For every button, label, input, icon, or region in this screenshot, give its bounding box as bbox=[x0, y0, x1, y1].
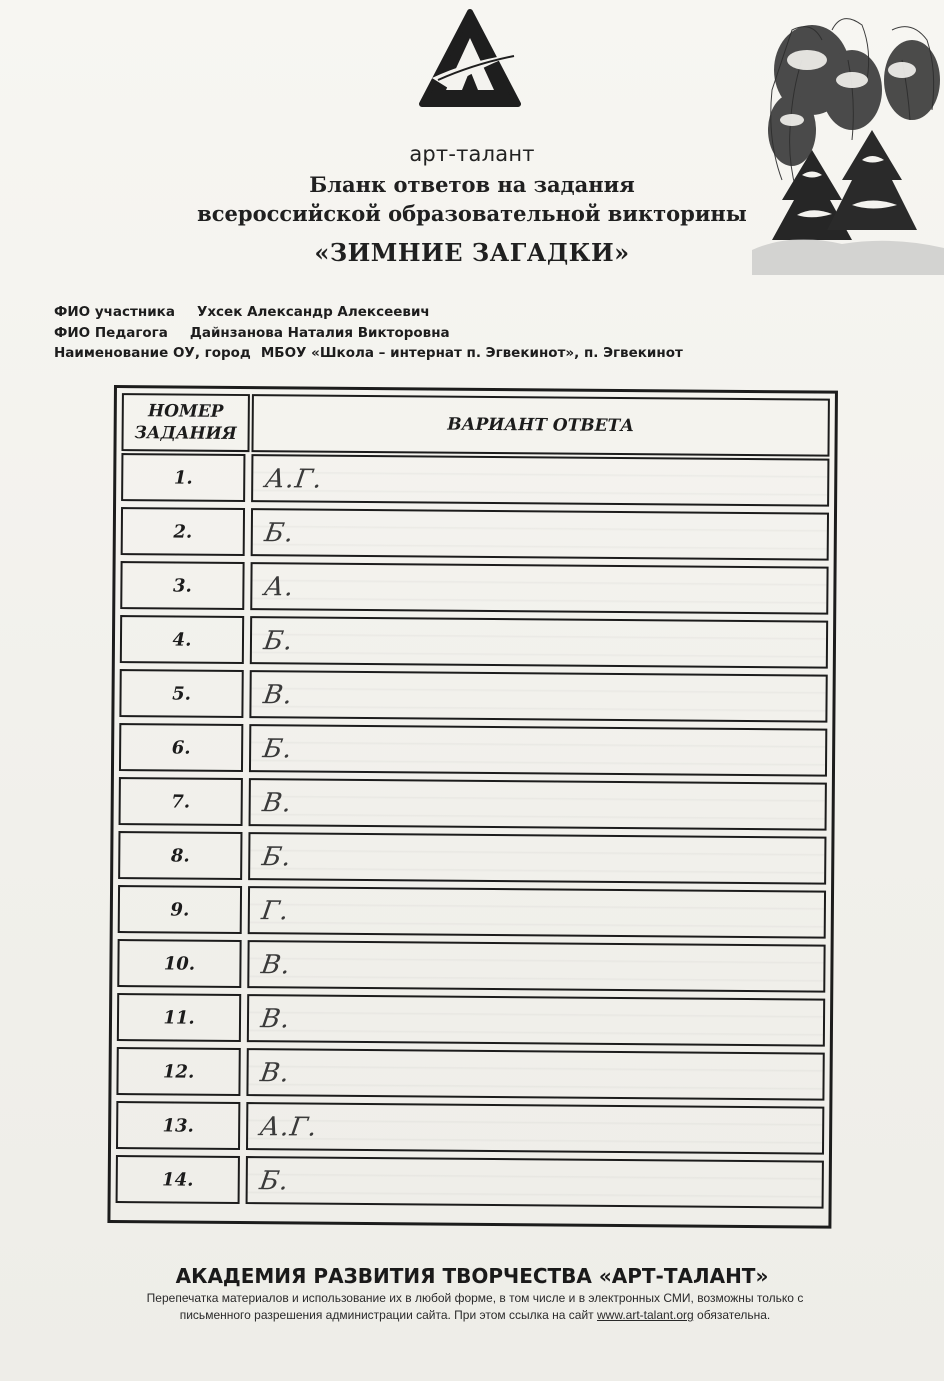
answer-cell[interactable] bbox=[249, 724, 827, 777]
answer-cell[interactable] bbox=[250, 616, 828, 669]
answer-cell[interactable] bbox=[250, 562, 828, 615]
answer-cell[interactable] bbox=[247, 940, 825, 993]
handwritten-answer: В. bbox=[261, 680, 296, 711]
footer-note-line2 bbox=[60, 1308, 890, 1322]
handwritten-answer: Б. bbox=[257, 1166, 292, 1197]
art-talant-logo bbox=[418, 8, 522, 116]
answer-cell[interactable] bbox=[247, 994, 825, 1047]
task-number: 10. bbox=[117, 939, 241, 988]
handwritten-answer: А.Г. bbox=[263, 464, 325, 495]
answer-cell[interactable] bbox=[246, 1048, 824, 1101]
school-line bbox=[54, 345, 683, 361]
footer-title: АКАДЕМИЯ РАЗВИТИЯ ТВОРЧЕСТВА «АРТ-ТАЛАНТ» bbox=[175, 1264, 769, 1288]
header-task-number-line2: ЗАДАНИЯ bbox=[134, 423, 237, 444]
answer-cell[interactable] bbox=[251, 508, 829, 561]
school-label: Наименование ОУ, город bbox=[54, 345, 251, 361]
task-number: 7. bbox=[119, 777, 243, 826]
answer-cell[interactable] bbox=[246, 1102, 824, 1155]
participant-value: Ухсек Александр Алексеевич bbox=[196, 304, 430, 320]
task-number: 8. bbox=[118, 831, 242, 880]
task-number: 11. bbox=[117, 993, 241, 1042]
table-row bbox=[116, 1155, 824, 1209]
task-number: 12. bbox=[116, 1047, 240, 1096]
answers-table bbox=[107, 385, 838, 1229]
answer-cell[interactable] bbox=[248, 886, 826, 939]
task-number: 9. bbox=[118, 885, 242, 934]
teacher-line bbox=[54, 325, 450, 341]
handwritten-answer: В. bbox=[259, 950, 294, 981]
title-line-1: Бланк ответов на задания bbox=[309, 172, 635, 197]
answer-cell[interactable] bbox=[246, 1156, 824, 1209]
answer-cell[interactable] bbox=[251, 454, 829, 507]
handwritten-answer: Б. bbox=[260, 734, 295, 765]
table-row bbox=[120, 615, 828, 669]
participant-label: ФИО участника bbox=[54, 304, 175, 320]
school-value: МБОУ «Школа – интернат п. Эгвекинот», п. Эгвекинот bbox=[260, 345, 683, 361]
teacher-value: Дайнзанова Наталия Викторовна bbox=[189, 325, 450, 341]
brand-name: арт-талант bbox=[409, 142, 535, 166]
footer-note-line1: Перепечатка материалов и использование их в любой форме, в том числе и в электронных СМИ, возможны только с bbox=[146, 1291, 804, 1305]
table-row bbox=[121, 453, 829, 507]
winter-trees-illustration bbox=[752, 0, 944, 275]
task-number: 6. bbox=[119, 723, 243, 772]
task-number: 3. bbox=[120, 561, 244, 610]
teacher-label: ФИО Педагога bbox=[54, 325, 168, 341]
handwritten-answer: Б. bbox=[262, 518, 297, 549]
table-row bbox=[121, 507, 829, 561]
table-row bbox=[120, 561, 828, 615]
handwritten-answer: А.Г. bbox=[257, 1112, 320, 1143]
table-row bbox=[117, 993, 825, 1047]
table-row bbox=[118, 885, 826, 939]
handwritten-answer: В. bbox=[258, 1058, 293, 1089]
task-number: 5. bbox=[119, 669, 243, 718]
table-row bbox=[116, 1101, 824, 1155]
task-number: 1. bbox=[121, 453, 245, 502]
header-task-number-line1: НОМЕР bbox=[147, 401, 224, 422]
handwritten-answer: Г. bbox=[259, 896, 292, 927]
handwritten-answer: В. bbox=[258, 1004, 293, 1035]
title-line-2: всероссийской образовательной викторины bbox=[197, 201, 747, 226]
task-number: 13. bbox=[116, 1101, 240, 1150]
table-row bbox=[118, 831, 826, 885]
participant-line bbox=[54, 304, 430, 320]
quiz-title: «ЗИМНИЕ ЗАГАДКИ» bbox=[314, 238, 630, 267]
table-row bbox=[116, 1047, 824, 1101]
task-number: 4. bbox=[120, 615, 244, 664]
table-row bbox=[119, 669, 827, 723]
header-answer: ВАРИАНТ ОТВЕТА bbox=[251, 394, 829, 457]
handwritten-answer: Б. bbox=[261, 626, 296, 657]
task-number: 2. bbox=[121, 507, 245, 556]
table-row bbox=[119, 777, 827, 831]
footer-note-text: письменного разрешения администрации сайта. При этом ссылка на сайт bbox=[179, 1308, 597, 1322]
table-row bbox=[119, 723, 827, 777]
answer-cell[interactable] bbox=[249, 778, 827, 831]
handwritten-answer: Б. bbox=[260, 842, 294, 873]
handwritten-answer: А. bbox=[262, 572, 297, 603]
site-link[interactable]: www.art-talant.org bbox=[597, 1308, 694, 1322]
footer-note-end: обязательна. bbox=[693, 1308, 771, 1322]
task-number: 14. bbox=[116, 1155, 240, 1204]
answer-cell[interactable] bbox=[249, 670, 827, 723]
table-row bbox=[117, 939, 825, 993]
handwritten-answer: В. bbox=[260, 788, 295, 819]
header-task-number bbox=[121, 393, 249, 452]
answer-cell[interactable] bbox=[248, 832, 826, 885]
